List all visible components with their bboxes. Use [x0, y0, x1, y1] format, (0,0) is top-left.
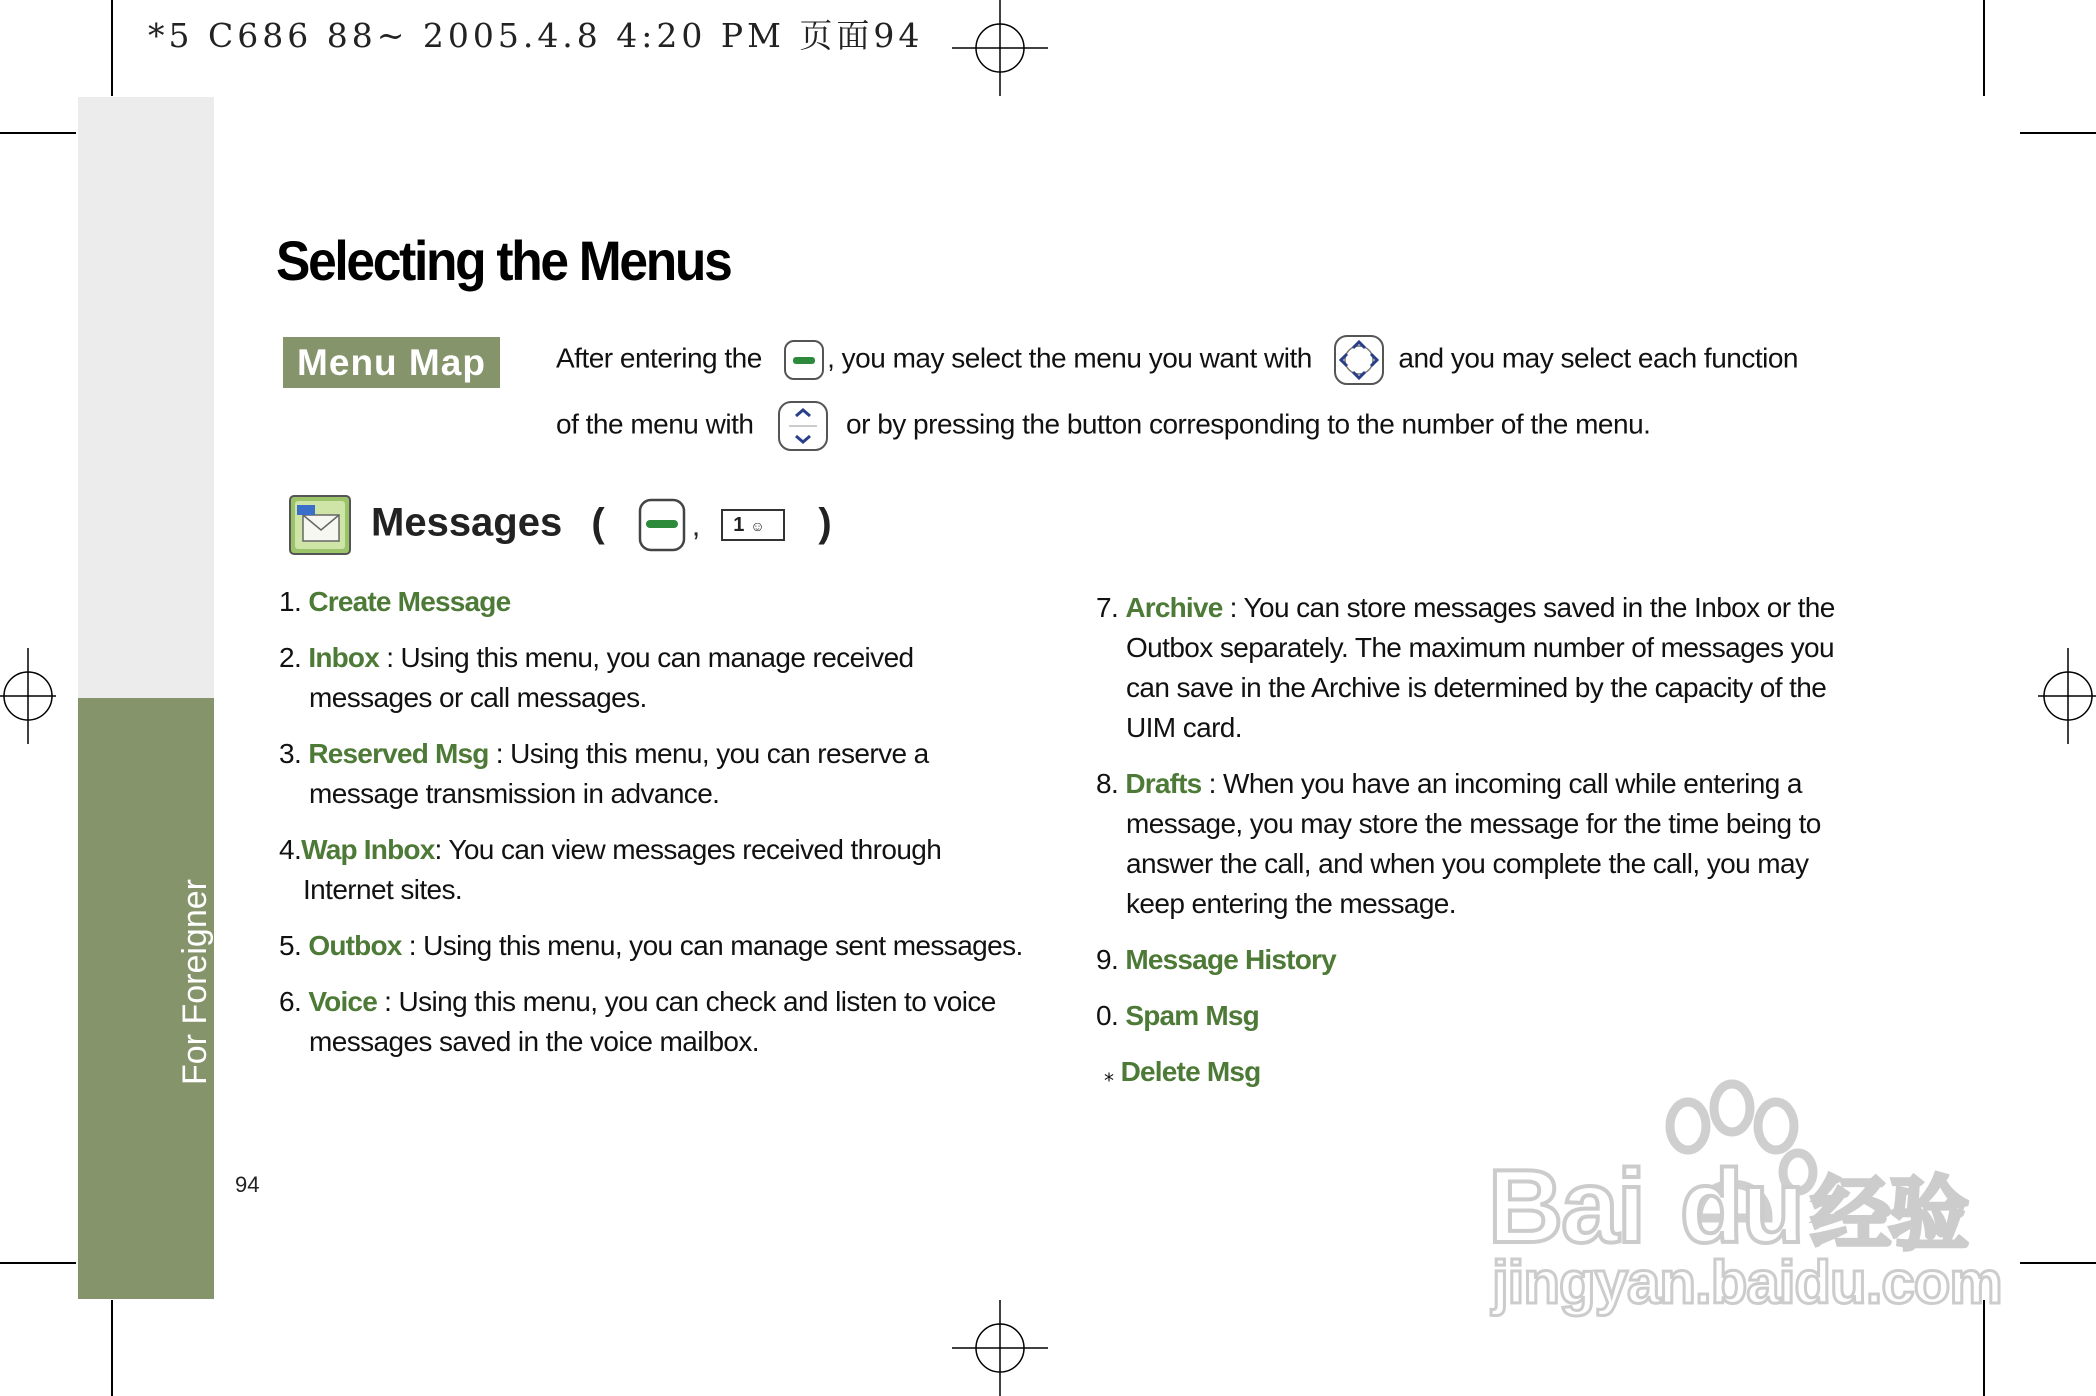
intro-text: After entering the [556, 342, 762, 374]
list-item [279, 638, 1059, 718]
item-number: 3. [279, 738, 302, 769]
item-name: Delete Msg [1120, 1056, 1261, 1087]
item-name: Create Message [308, 586, 511, 617]
intro-text: or by pressing the button corresponding to the number of the menu. [846, 408, 1651, 440]
comma: , [691, 509, 701, 543]
item-number: 0. [1096, 1000, 1119, 1031]
watermark-brand-2: du [1679, 1149, 1803, 1265]
intro-line-2 [556, 400, 1650, 452]
crop-line [111, 1300, 113, 1396]
registration-mark-top [952, 0, 1048, 96]
item-name: Reserved Msg [308, 738, 489, 769]
item-number: 7. [1096, 592, 1119, 623]
baidu-watermark [1488, 1078, 2002, 1318]
item-name: Drafts [1125, 768, 1202, 799]
crop-line [1983, 0, 1985, 96]
item-desc-cont: message transmission in advance. [309, 778, 720, 809]
list-item [279, 982, 1059, 1062]
menu-map-badge: Menu Map [283, 337, 500, 388]
item-desc: : Using this menu, you can manage sent messages. [401, 930, 1023, 961]
watermark-url: jingyan.baidu.com [1492, 1249, 2002, 1316]
intro-line-1 [556, 334, 1798, 386]
list-item [1096, 588, 1886, 748]
right-menu-list [1096, 588, 1886, 1111]
key-1-icon: 1 ☺ [721, 509, 785, 541]
crop-line [0, 1262, 76, 1264]
key-1-label: 1 [733, 514, 745, 536]
item-desc: : Using this menu, you can manage received [379, 642, 914, 673]
item-name: Wap Inbox [301, 834, 435, 865]
item-number: ⁎ [1104, 1064, 1114, 1086]
item-desc: : When you have an incoming call while entering a [1201, 768, 1802, 799]
item-name: Message History [1125, 944, 1336, 975]
item-desc: : You can store messages saved in the Inbox or the [1222, 592, 1835, 623]
item-desc-cont: messages or call messages. [309, 682, 647, 713]
navigation-key-icon [1333, 334, 1385, 386]
page-number: 94 [235, 1172, 260, 1197]
item-number: 1. [279, 586, 302, 617]
item-desc-cont: keep entering the message. [1126, 888, 1456, 919]
sidebar-top [78, 97, 214, 698]
item-number: 8. [1096, 768, 1119, 799]
item-number: 5. [279, 930, 302, 961]
item-number: 4. [279, 834, 302, 865]
item-desc-cont: UIM card. [1126, 712, 1242, 743]
messages-icon [289, 495, 351, 555]
list-item [279, 734, 1059, 814]
item-name: Spam Msg [1125, 1000, 1259, 1031]
registration-mark-bottom [952, 1300, 1048, 1396]
list-item [1096, 940, 1886, 980]
messages-title: Messages [371, 500, 563, 545]
sidebar-label: For Foreigner [176, 879, 214, 1085]
intro-text: , you may select the menu you want with [827, 342, 1312, 374]
item-desc-cont: message, you may store the message for the time being to [1126, 808, 1821, 839]
messages-heading [371, 498, 832, 552]
list-item [1096, 996, 1886, 1036]
item-desc-cont: Internet sites. [303, 874, 463, 905]
item-desc-cont: answer the call, and when you complete the call, you may [1126, 848, 1809, 879]
watermark-cn: 经验 [1810, 1168, 1967, 1261]
item-number: 2. [279, 642, 302, 673]
item-name: Voice [308, 986, 377, 1017]
page-title: Selecting the Menus [276, 229, 731, 292]
item-desc-cont: messages saved in the voice mailbox. [309, 1026, 759, 1057]
list-item [279, 926, 1059, 966]
crop-line [2020, 132, 2096, 134]
item-desc-cont: Outbox separately. The maximum number of messages you [1126, 632, 1834, 663]
item-name: Archive [1125, 592, 1223, 623]
item-desc: : Using this menu, you can reserve a [488, 738, 929, 769]
intro-text: and you may select each function [1398, 342, 1798, 374]
item-desc-cont: can save in the Archive is determined by the capacity of the [1126, 672, 1827, 703]
list-item [279, 830, 1059, 910]
item-name: Outbox [308, 930, 402, 961]
watermark-brand-1: Bai [1488, 1149, 1644, 1265]
crop-line [0, 132, 76, 134]
item-number: 6. [279, 986, 302, 1017]
left-menu-list [279, 582, 1059, 1078]
intro-text: of the menu with [556, 408, 754, 440]
item-desc: : You can view messages received through [434, 834, 942, 865]
up-down-key-icon [777, 400, 829, 452]
close-paren: ) [818, 500, 832, 545]
print-info: *5 C686 88~ 2005.4.8 4:20 PM 页面94 [148, 16, 924, 55]
crop-line [111, 0, 113, 96]
item-name: Inbox [308, 642, 380, 673]
menu-key-icon [638, 498, 686, 552]
registration-mark-right [2018, 648, 2096, 744]
item-desc: : Using this menu, you can check and listen to voice [376, 986, 996, 1017]
menu-key-icon [783, 339, 825, 381]
crop-line [2020, 1262, 2096, 1264]
list-item [1096, 764, 1886, 924]
list-item [279, 582, 1059, 622]
item-number: 9. [1096, 944, 1119, 975]
open-paren: ( [591, 500, 605, 545]
